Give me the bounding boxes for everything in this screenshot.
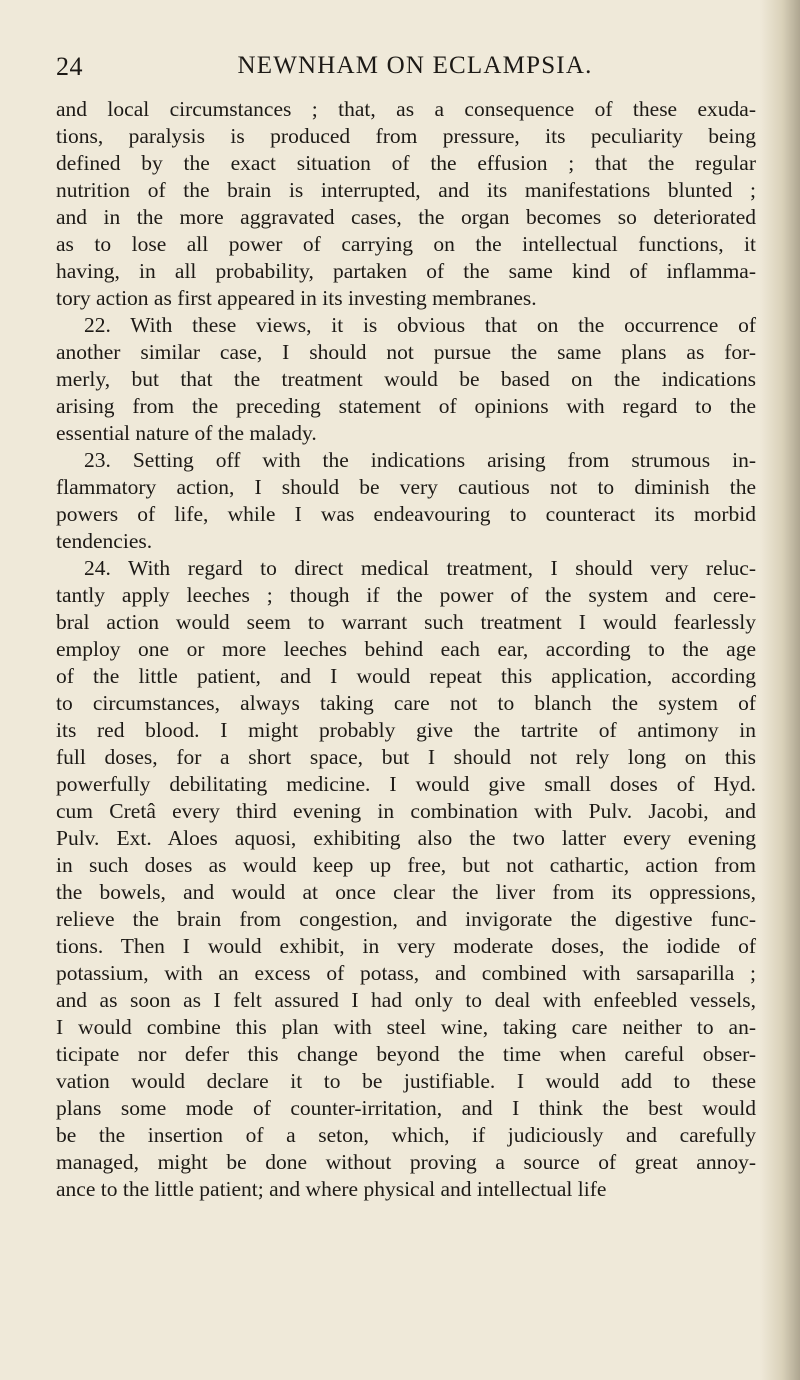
text-line: and as soon as I felt assured I had only to deal with enfeebled vessels, xyxy=(56,988,756,1012)
text-line: managed, might be done without proving a source of great annoy- xyxy=(56,1150,756,1174)
text-line: be the insertion of a seton, which, if judiciously and carefully xyxy=(56,1123,756,1147)
text-line: the bowels, and would at once clear the liver from its oppressions, xyxy=(56,880,756,904)
text-line: to circumstances, always taking care not to blanch the system of xyxy=(56,691,756,715)
text-line: and in the more aggravated cases, the organ becomes so deteriorated xyxy=(56,205,756,229)
page-number: 24 xyxy=(56,52,83,81)
text-line: of the little patient, and I would repeat this application, according xyxy=(56,664,756,688)
body-text xyxy=(56,96,756,1203)
page-edge-shadow xyxy=(760,0,800,1380)
text-line: its red blood. I might probably give the tartrite of antimony in xyxy=(56,718,756,742)
text-line: having, in all probability, partaken of the same kind of inflamma- xyxy=(56,259,756,283)
running-title: NEWNHAM ON ECLAMPSIA. xyxy=(237,52,593,79)
text-line: I would combine this plan with steel wine, taking care neither to an- xyxy=(56,1015,756,1039)
text-line: ticipate nor defer this change beyond the time when careful obser- xyxy=(56,1042,756,1066)
text-line: arising from the preceding statement of opinions with regard to the xyxy=(56,394,756,418)
text-line: employ one or more leeches behind each ear, according to the age xyxy=(56,637,756,661)
text-line: tantly apply leeches ; though if the power of the system and cere- xyxy=(56,583,756,607)
text-line: merly, but that the treatment would be based on the indications xyxy=(56,367,756,391)
text-line: another similar case, I should not pursue the same plans as for- xyxy=(56,340,756,364)
text-line: ance to the little patient; and where physical and intellectual life xyxy=(56,1177,607,1201)
text-line: nutrition of the brain is interrupted, and its manifestations blunted ; xyxy=(56,178,756,202)
text-line: as to lose all power of carrying on the intellectual functions, it xyxy=(56,232,756,256)
paragraph-24-start: 24. With regard to direct medical treatment, I should very reluc- xyxy=(84,556,756,580)
text-line: Pulv. Ext. Aloes aquosi, exhibiting also the two latter every evening xyxy=(56,826,756,850)
text-line: essential nature of the malady. xyxy=(56,421,317,445)
text-line: defined by the exact situation of the effusion ; that the regular xyxy=(56,151,756,175)
text-line: powers of life, while I was endeavouring to counteract its morbid xyxy=(56,502,756,526)
text-line: powerfully debilitating medicine. I would give small doses of Hyd. xyxy=(56,772,756,796)
text-line: tions, paralysis is produced from pressure, its peculiarity being xyxy=(56,124,756,148)
text-line: bral action would seem to warrant such treatment I would fearlessly xyxy=(56,610,756,634)
text-line: tendencies. xyxy=(56,529,153,553)
text-line: relieve the brain from congestion, and invigorate the digestive func- xyxy=(56,907,756,931)
page-header xyxy=(56,52,734,92)
paragraph-22-start: 22. With these views, it is obvious that on the occurrence of xyxy=(84,313,756,337)
text-line: tory action as first appeared in its investing membranes. xyxy=(56,286,537,310)
text-line: and local circumstances ; that, as a consequence of these exuda- xyxy=(56,97,756,121)
paragraph-23-start: 23. Setting off with the indications arising from strumous in- xyxy=(84,448,756,472)
text-line: plans some mode of counter-irritation, and I think the best would xyxy=(56,1096,756,1120)
text-line: vation would declare it to be justifiable. I would add to these xyxy=(56,1069,756,1093)
text-line: cum Cretâ every third evening in combination with Pulv. Jacobi, and xyxy=(56,799,756,823)
text-line: flammatory action, I should be very cautious not to diminish the xyxy=(56,475,756,499)
text-line: in such doses as would keep up free, but not cathartic, action from xyxy=(56,853,756,877)
text-line: potassium, with an excess of potass, and combined with sarsaparilla ; xyxy=(56,961,756,985)
text-line: full doses, for a short space, but I should not rely long on this xyxy=(56,745,756,769)
text-line: tions. Then I would exhibit, in very moderate doses, the iodide of xyxy=(56,934,756,958)
